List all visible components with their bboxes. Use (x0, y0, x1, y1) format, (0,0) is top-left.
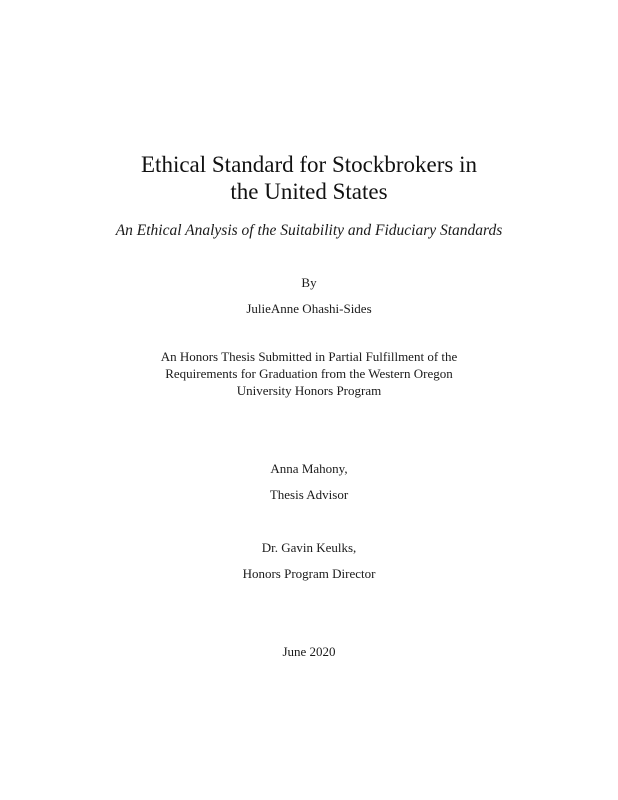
advisor-role: Thesis Advisor (269, 487, 349, 502)
author-name: JulieAnne Ohashi-Sides (246, 301, 372, 316)
thesis-subtitle: An Ethical Analysis of the Suitability and Fiduciary Standards (115, 222, 503, 239)
advisor-name: Anna Mahony, (270, 461, 348, 476)
by-label: By (301, 275, 317, 290)
director-name: Dr. Gavin Keulks, (261, 540, 357, 555)
director-role: Honors Program Director (242, 566, 376, 581)
submission-statement-line-2: Requirements for Graduation from the Western Oregon (165, 366, 453, 381)
thesis-title-line-2: the United States (230, 179, 388, 204)
submission-statement-line-1: An Honors Thesis Submitted in Partial Fulfillment of the (160, 349, 458, 364)
thesis-title-line-1: Ethical Standard for Stockbrokers in (141, 152, 477, 177)
submission-date: June 2020 (282, 644, 336, 659)
submission-statement-line-3: University Honors Program (236, 383, 382, 398)
